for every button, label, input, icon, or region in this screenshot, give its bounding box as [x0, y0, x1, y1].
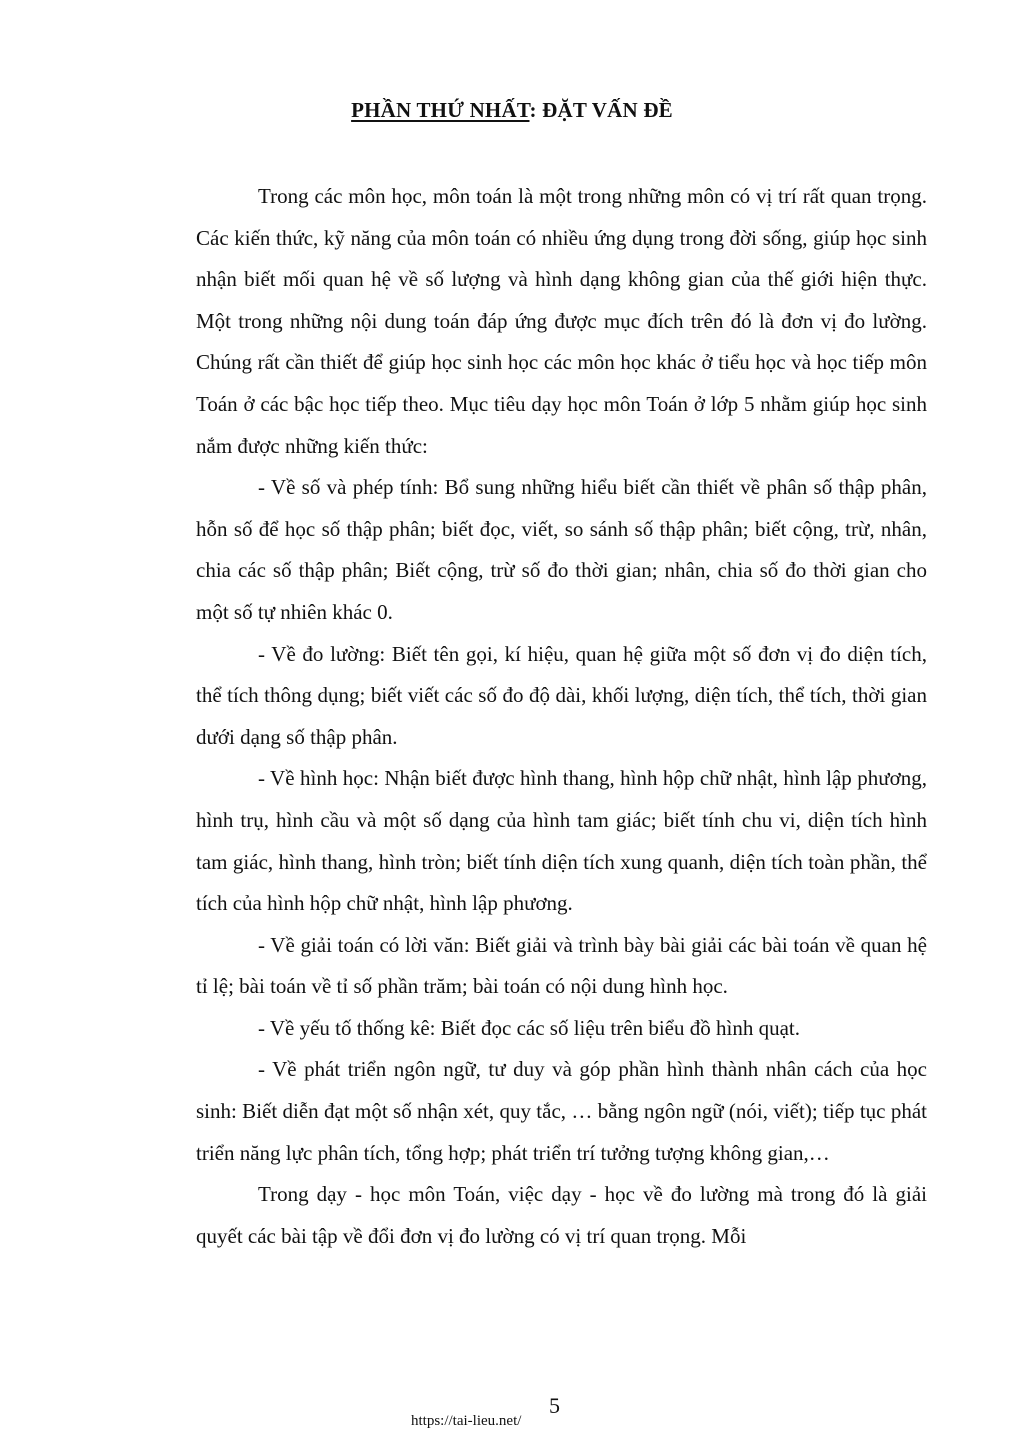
- paragraph-language-thinking: - Về phát triển ngôn ngữ, tư duy và góp phần hình thành nhân cách của học sinh: Biết diễn đạt một số nhận xét, quy tắc, … bằng ngôn ngữ (nói, viết); tiếp tục phát triển năng lực phân tích, tổng hợp; phát triển trí tưởng tượng không gian,…: [196, 1057, 927, 1165]
- paragraph-statistics: - Về yếu tố thống kê: Biết đọc các số liệu trên biểu đồ hình quạt.: [258, 1015, 800, 1040]
- source-url-link[interactable]: https://tai-lieu.net/: [411, 1413, 522, 1429]
- page-number: 5: [549, 1393, 560, 1418]
- paragraph-intro: Trong các môn học, môn toán là một trong những môn có vị trí rất quan trọng. Các kiến thức, kỹ năng của môn toán có nhiều ứng dụng trong đời sống, giúp học sinh nhận biết mối quan hệ về số lượng và hình dạng không gian của thế giới hiện thực. Một trong những nội dung toán đáp ứng được mục đích trên đó là đơn vị đo lường. Chúng rất cần thiết để giúp học sinh học các môn học khác ở tiểu học và học tiếp môn Toán ở các bậc học tiếp theo. Mục tiêu dạy học môn Toán ở lớp 5 nhằm giúp học sinh nắm được những kiến thức:: [196, 184, 927, 458]
- heading-title: ĐẶT VẤN ĐỀ: [542, 98, 673, 122]
- paragraph-teaching-measurement: Trong dạy - học môn Toán, việc dạy - học về đo lường mà trong đó là giải quyết các bài tập về đổi đơn vị đo lường có vị trí quan trọng. Mỗi: [196, 1182, 927, 1248]
- heading-colon: :: [529, 98, 543, 122]
- paragraph-geometry: - Về hình học: Nhận biết được hình thang, hình hộp chữ nhật, hình lập phương, hình trụ, hình cầu và một số dạng của hình tam giác; biết tính chu vi, diện tích hình tam giác, hình thang, hình tròn; biết tính diện tích xung quanh, diện tích toàn phần, thể tích của hình hộp chữ nhật, hình lập phương.: [196, 766, 927, 916]
- paragraph-numbers-operations: - Về số và phép tính: Bổ sung những hiểu biết cần thiết về phân số thập phân, hỗn số để học số thập phân; biết đọc, viết, so sánh số thập phân; biết cộng, trừ, nhân, chia các số thập phân; Biết cộng, trừ số đo thời gian; nhân, chia số đo thời gian cho một số tự nhiên khác 0.: [196, 475, 927, 624]
- paragraph-measurement: - Về đo lường: Biết tên gọi, kí hiệu, quan hệ giữa một số đơn vị đo diện tích, thể tích thông dụng; biết viết các số đo độ dài, khối lượng, diện tích, thể tích, thời gian dưới dạng số thập phân.: [196, 641, 927, 749]
- paragraph-word-problems: - Về giải toán có lời văn: Biết giải và trình bày bài giải các bài toán về quan hệ tỉ lệ; bài toán về tỉ số phần trăm; bài toán có nội dung hình học.: [196, 932, 927, 999]
- body-text: [196, 176, 927, 1257]
- section-heading: [0, 98, 1024, 123]
- heading-part-label: PHẦN THỨ NHẤT: [351, 98, 530, 122]
